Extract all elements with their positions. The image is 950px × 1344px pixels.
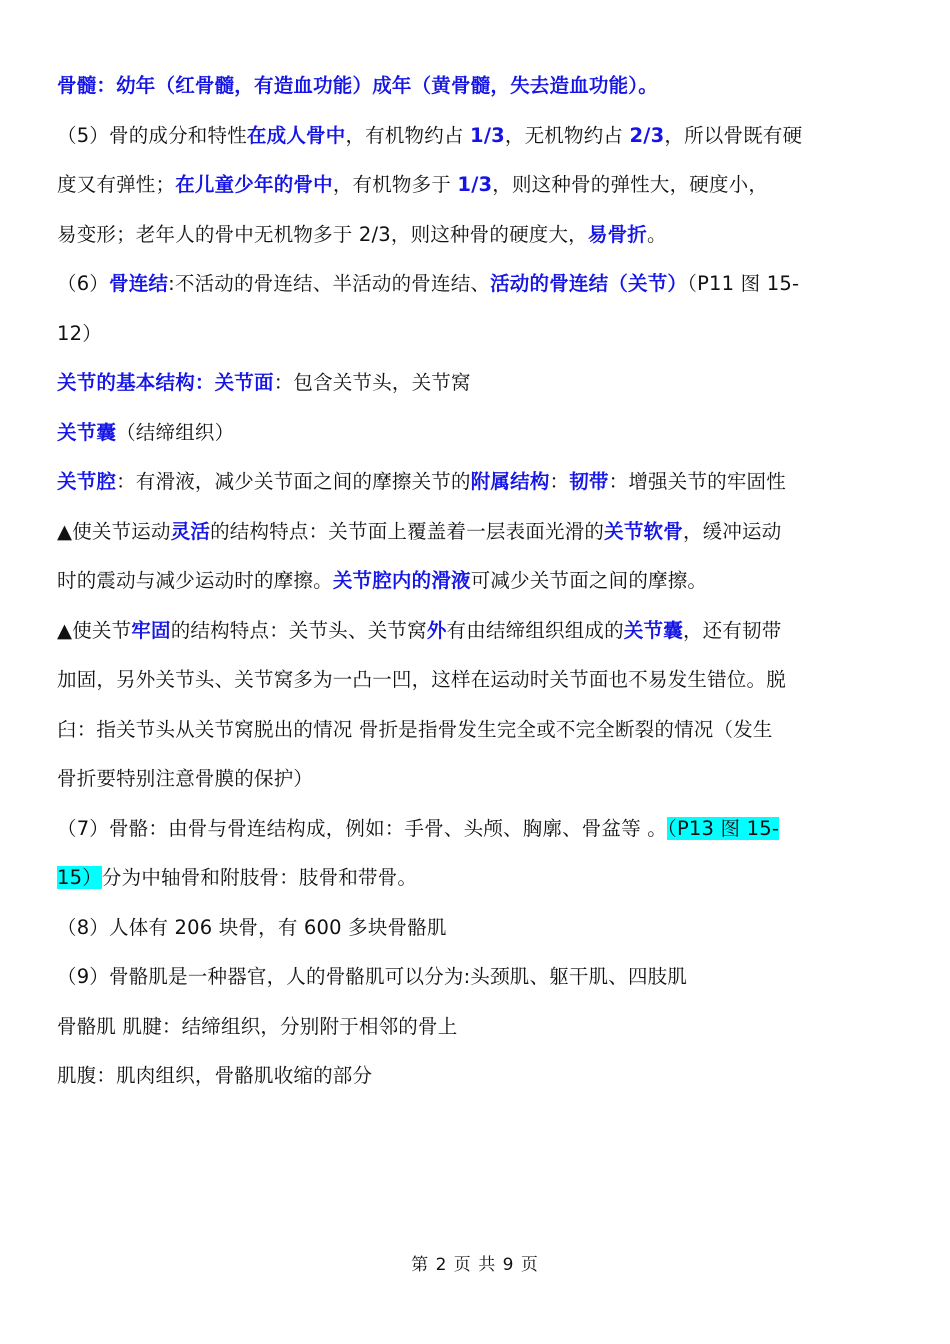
text-run-emphasis: 外 — [426, 618, 447, 642]
text-line — [57, 421, 897, 445]
text-run: （8）人体有 206 块骨，有 600 多块骨骼肌 — [57, 915, 447, 939]
text-run-emphasis: 在儿童少年的骨中 — [175, 173, 333, 196]
text-run: 肌腹：肌肉组织，骨骼肌收缩的部分 — [57, 1064, 373, 1087]
text-run: （结缔组织） — [116, 420, 235, 444]
text-run: ： — [549, 470, 570, 493]
text-line — [57, 668, 897, 692]
text-run: ，则这种骨的弹性大，硬度小， — [492, 173, 769, 196]
text-run: 骨骼肌 肌腱：结缔组织，分别附于相邻的骨上 — [57, 1014, 458, 1038]
text-run: 骨折要特别注意骨膜的保护） — [57, 767, 314, 790]
text-line — [57, 866, 897, 890]
text-run: 可减少关节面之间的摩擦。 — [470, 569, 708, 592]
text-run-emphasis: 关节囊 — [623, 618, 683, 642]
text-run: 有由结缔组织组成的 — [446, 618, 624, 642]
text-run-emphasis: 在成人骨中 — [246, 123, 346, 147]
text-run-emphasis: 关节软骨 — [604, 519, 683, 543]
text-run-emphasis: 关节腔内的滑液 — [332, 569, 471, 592]
text-run-emphasis: 骨连结 — [109, 272, 169, 295]
document-body — [57, 74, 897, 1114]
text-run: 加固，另外关节头、关节窝多为一凸一凹，这样在运动时关节面也不易发生错位。脱 — [57, 668, 786, 691]
text-run: 12） — [57, 321, 102, 345]
text-run: 骨髓：幼年（红骨髓，有造血功能）成年（黄骨髓，失去造血功能）。 — [57, 74, 658, 97]
text-line — [57, 470, 897, 494]
text-line — [57, 965, 897, 989]
text-run: ，无机物约占 — [504, 123, 630, 147]
text-run-emphasis: 附属结构 — [470, 470, 550, 493]
text-run: （9）骨骼肌是一种器官，人的骨骼肌可以分为:头颈肌、躯干肌、四肢肌 — [57, 965, 688, 988]
text-line — [57, 272, 897, 296]
text-line — [57, 619, 897, 643]
text-line — [57, 223, 897, 247]
text-run-emphasis: 灵活 — [170, 519, 211, 543]
text-line — [57, 173, 897, 197]
text-run-highlight: 15） — [57, 866, 102, 889]
text-run: ：有滑液，减少关节面之间的摩擦关节的 — [116, 470, 471, 493]
text-run: 时的震动与减少运动时的摩擦。 — [57, 569, 333, 592]
text-run: 易变形；老年人的骨中无机物多于 2/3，则这种骨的硬度大， — [57, 222, 588, 246]
text-run: ▲使关节运动 — [57, 519, 171, 543]
text-line — [57, 569, 897, 593]
text-run: （7）骨骼：由骨与骨连结构成，例如：手骨、头颅、胸廓、骨盆等 。 — [57, 816, 668, 840]
text-line — [57, 520, 897, 544]
text-run-emphasis: 1/3 — [457, 173, 493, 196]
text-run: ：增强关节的牢固性 — [608, 470, 786, 493]
page-number-footer: 第 2 页 共 9 页 — [411, 1255, 539, 1275]
text-run-emphasis: 易骨折 — [587, 222, 647, 246]
text-run-emphasis: 活动的骨连结（关节） — [490, 272, 688, 295]
text-run-emphasis: 2/3 — [629, 123, 665, 147]
text-line — [57, 124, 897, 148]
text-line — [57, 718, 897, 742]
text-line — [57, 322, 897, 346]
text-run: 。 — [647, 222, 667, 246]
text-line — [57, 817, 897, 841]
text-run: ，还有韧带 — [682, 618, 782, 642]
text-line — [57, 1064, 897, 1088]
text-line — [57, 916, 897, 940]
text-run: （6） — [57, 272, 110, 295]
text-run: 臼：指关节头从关节窝脱出的情况 骨折是指骨发生完全或不完全断裂的情况（发生 — [57, 717, 773, 741]
text-run: ，所以骨既有硬 — [664, 123, 803, 147]
text-run-emphasis: 关节的基本结构：关节面 — [57, 371, 274, 394]
text-run: 分为中轴骨和附肢骨：肢骨和带骨。 — [101, 866, 418, 889]
text-run-emphasis: 牢固 — [131, 618, 171, 642]
text-run: （5）骨的成分和特性 — [57, 123, 247, 147]
text-run: 度又有弹性； — [57, 173, 176, 196]
text-line — [57, 1015, 897, 1039]
text-run: :不活动的骨连结、半活动的骨连结、 — [168, 272, 491, 295]
text-run: 的结构特点：关节头、关节窝 — [170, 618, 427, 642]
text-run: ，有机物多于 — [332, 173, 458, 196]
text-run: ：包含关节头，关节窝 — [273, 371, 471, 394]
text-line — [57, 767, 897, 791]
text-run: 的结构特点：关节面上覆盖着一层表面光滑的 — [210, 519, 605, 543]
text-run: ，有机物约占 — [345, 123, 471, 147]
text-run-emphasis: 关节腔 — [57, 470, 117, 493]
text-run: （P11 图 15- — [687, 272, 800, 295]
text-run-emphasis: 韧带 — [569, 470, 609, 493]
text-run-highlight: （P13 图 15- — [667, 816, 780, 840]
text-run-emphasis: 关节囊 — [57, 420, 117, 444]
text-line — [57, 371, 897, 395]
text-line — [57, 74, 897, 98]
text-run-emphasis: 1/3 — [470, 123, 505, 147]
text-run: ，缓冲运动 — [682, 519, 782, 543]
text-run: ▲使关节 — [57, 618, 132, 642]
